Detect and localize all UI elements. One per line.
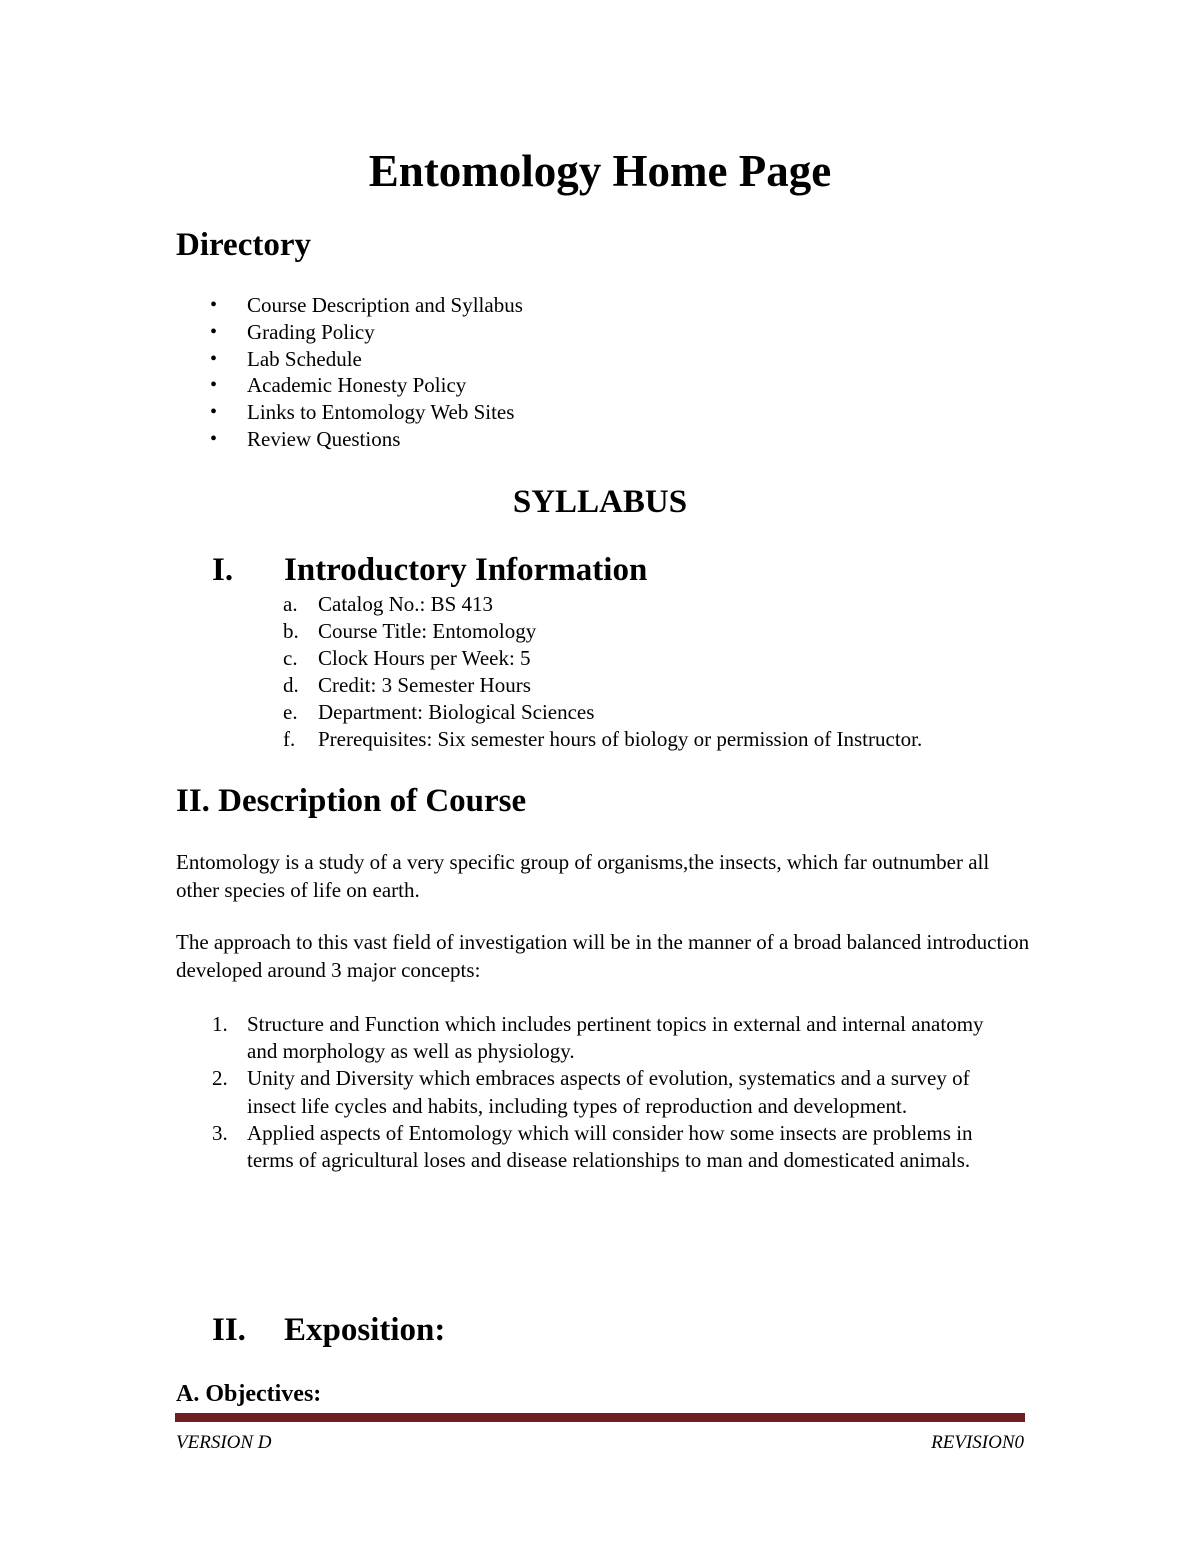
list-item [212,1011,1012,1065]
list-marker: 2. [212,1066,228,1091]
section-label: Exposition: [284,1312,446,1348]
syllabus-heading: SYLLABUS [512,484,688,520]
list-marker: d. [283,673,299,697]
section-label: Introductory Information [284,552,648,588]
list-item-text: Applied aspects of Entomology which will consider how some insects are problems in terms of agricultural loses and disease relationships to man and domesticated animals. [247,1120,973,1173]
section-number: II. [212,1312,246,1348]
footer-revision: REVISION0 [931,1432,1024,1453]
list-item [212,1065,1012,1119]
directory-item-review-questions[interactable]: • Review Questions [210,426,523,453]
directory-item-course-description[interactable]: • Course Description and Syllabus [210,292,523,319]
list-item-text: Unity and Diversity which embraces aspects of evolution, systematics and a survey of insect life cycles and habits, including types of reproduction and development. [247,1066,970,1118]
list-item [283,591,922,618]
list-item [283,672,922,699]
directory-list [210,292,523,453]
list-marker: 1. [212,1012,228,1036]
directory-item-lab-schedule[interactable]: • Lab Schedule [210,346,523,373]
directory-item-web-links[interactable]: • Links to Entomology Web Sites [210,399,523,426]
list-marker: f. [283,727,296,751]
directory-heading: Directory [176,227,311,263]
list-item-text: Prerequisites: Six semester hours of biology or permission of Instructor. [318,727,923,751]
concepts-list [212,1011,1012,1174]
section-exposition-heading [212,1310,912,1350]
introductory-info-list [283,591,922,753]
description-paragraph-1: Entomology is a study of a very specific group of organisms,the insects, which far outnumber all other species of life on earth. [176,850,990,902]
list-item-text: Catalog No.: BS 413 [318,592,494,616]
list-item-text: Department: Biological Sciences [318,700,595,724]
list-marker: c. [283,646,298,670]
list-item-text: Clock Hours per Week: 5 [318,646,531,670]
footer-rule [175,1413,1025,1422]
page-title: Entomology Home Page [368,146,832,196]
section-number: I. [212,552,234,588]
list-item [212,1120,1012,1174]
list-marker: a. [283,592,298,616]
description-heading: II. Description of Course [176,783,527,819]
directory-item-academic-honesty[interactable]: • Academic Honesty Policy [210,372,523,399]
list-item [283,726,922,753]
list-item [283,618,922,645]
list-marker: b. [283,619,299,643]
objectives-heading: A. Objectives: [176,1381,322,1407]
list-item [283,699,922,726]
directory-item-grading-policy[interactable]: • Grading Policy [210,319,523,346]
list-item-text: Structure and Function which includes pertinent topics in external and internal anatomy and morphology as well as physiology. [247,1012,984,1064]
list-marker: 3. [212,1120,228,1145]
section-introductory-heading [212,550,912,590]
footer-version: VERSION D [176,1432,272,1453]
list-item [283,645,922,672]
list-item-text: Credit: 3 Semester Hours [318,673,531,697]
list-marker: e. [283,700,298,724]
list-item-text: Course Title: Entomology [318,619,537,643]
description-paragraph-2: The approach to this vast field of investigation will be in the manner of a broad balanced introduction developed around 3 major concepts: [176,930,1030,982]
